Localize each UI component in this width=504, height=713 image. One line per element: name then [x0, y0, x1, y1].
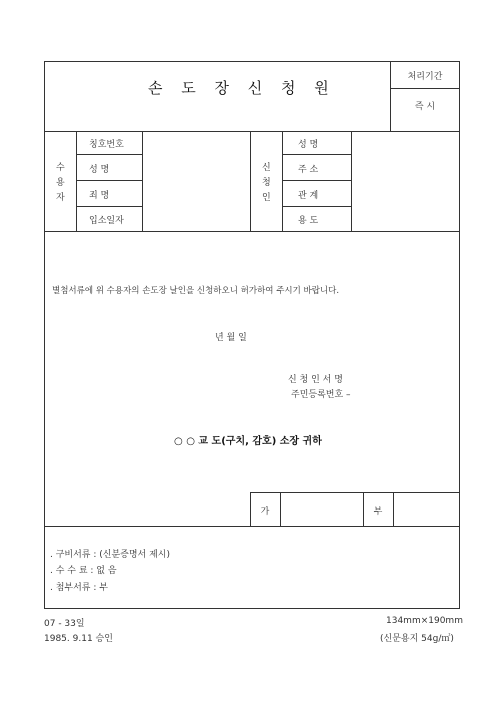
recipient-row-label: 입소일자 — [89, 216, 124, 226]
resident-number-line[interactable]: 주민등록번호 – — [291, 390, 351, 400]
form-title: 손 도 장 신 청 원 — [148, 79, 336, 97]
processing-box-midline — [390, 88, 460, 89]
applicant-name-field[interactable] — [356, 137, 454, 151]
form-size: 134mm×190mm — [386, 616, 463, 626]
paper-spec: (신문용지 54g/㎡) — [380, 634, 454, 644]
note-item: . 수 수 료 : 없 음 — [50, 566, 117, 576]
approve-label: 가 — [260, 507, 270, 517]
approval-col-2 — [280, 492, 281, 526]
applicant-group-label-2: 청 — [262, 178, 271, 188]
applicant-row-label: 용 도 — [298, 216, 319, 226]
table-col-4 — [282, 131, 283, 231]
table-col-2 — [142, 131, 143, 231]
approval-col-4 — [393, 492, 394, 526]
approval-box-top — [250, 492, 460, 493]
table-col-3 — [250, 131, 251, 231]
table-row-line-1 — [76, 154, 142, 155]
recipient-crime-field[interactable] — [148, 188, 244, 202]
recipient-group-label-2: 용 — [56, 178, 65, 188]
table-col-1 — [76, 131, 77, 231]
form-number: 07 - 33일 — [44, 619, 85, 629]
applicant-relation-field[interactable] — [356, 188, 454, 202]
recipient-group-label-1: 수 — [56, 163, 65, 173]
title-separator — [44, 131, 460, 132]
recipient-row-label: 죄 명 — [89, 191, 110, 201]
note-item: . 첨부서류 : 부 — [50, 583, 108, 593]
approval-section-bottom — [44, 526, 460, 527]
table-bottom — [44, 231, 460, 232]
applicant-row-label: 관 계 — [298, 191, 319, 201]
table-row-line-3 — [76, 206, 142, 207]
table-row-line-2b — [282, 180, 351, 181]
recipient-name-field[interactable] — [148, 162, 244, 176]
table-col-5 — [351, 131, 352, 231]
recipient-row-label: 칭호번호 — [89, 140, 124, 150]
reject-label: 부 — [373, 507, 383, 517]
applicant-row-label: 주 소 — [298, 165, 319, 175]
recipient-group-label-3: 자 — [56, 193, 65, 203]
applicant-purpose-field[interactable] — [356, 213, 454, 227]
approve-field[interactable] — [282, 494, 361, 524]
reject-field[interactable] — [395, 494, 458, 524]
request-text: 별첨서류에 위 수용자의 손도장 날인을 신청하오니 허가하여 주시기 바랍니다. — [52, 286, 340, 296]
processing-period-value: 즉 시 — [414, 102, 436, 112]
applicant-row-label: 성 명 — [298, 140, 319, 150]
table-row-line-3b — [282, 206, 351, 207]
applicant-group-label-3: 인 — [262, 193, 271, 203]
date-line[interactable]: 년 월 일 — [215, 333, 247, 343]
applicant-signature-line[interactable]: 신 청 인 서 명 — [288, 375, 343, 385]
note-item: . 구비서류 : (신분증명서 제시) — [50, 550, 170, 560]
applicant-group-label-1: 신 — [262, 163, 271, 173]
approval-date: 1985. 9.11 승인 — [44, 634, 113, 644]
recipient-id-field[interactable] — [148, 137, 244, 151]
recipient-admission-date-field[interactable] — [148, 213, 244, 227]
addressee: ○ ○ 교 도(구치, 감호) 소장 귀하 — [174, 436, 322, 447]
table-row-line-1b — [282, 154, 351, 155]
table-row-line-2 — [76, 180, 142, 181]
processing-period-label: 처리기간 — [407, 72, 443, 82]
applicant-address-field[interactable] — [356, 162, 454, 176]
recipient-row-label: 성 명 — [89, 165, 110, 175]
